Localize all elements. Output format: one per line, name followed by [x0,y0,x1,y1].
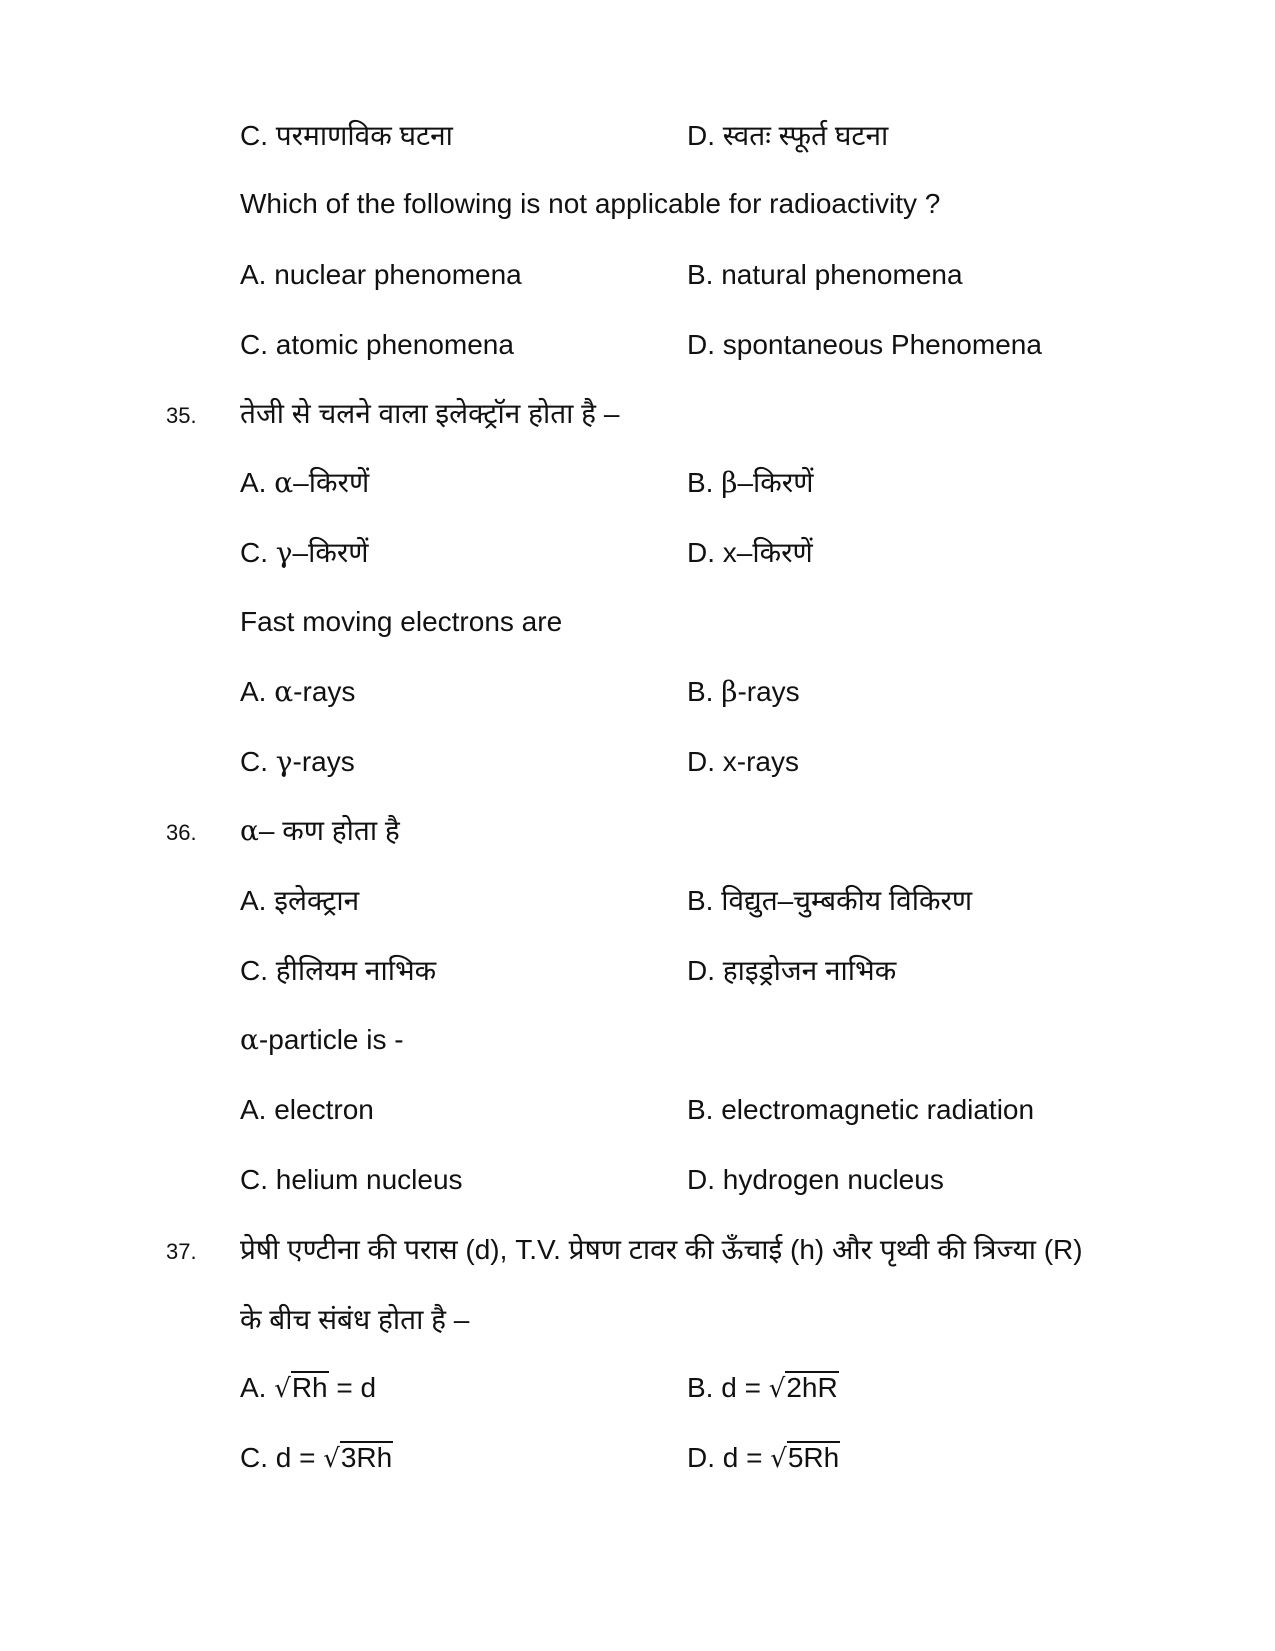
q37-option-b [687,1370,839,1407]
q35-en-option-b [687,674,800,710]
q36-hi-option-a: A. इलेक्ट्रान [240,885,360,916]
radicand: Rh [291,1372,328,1403]
option-label: B. [687,467,714,498]
q35-en-option-c [240,744,355,780]
option-label: B. [687,1372,714,1403]
q36-hi-question [240,813,400,849]
option-label: C. [240,537,268,568]
q36-en-question [240,1022,404,1058]
option-text: -rays [293,676,356,707]
q36-hi-option-c: C. हीलियम नाभिक [240,955,437,986]
option-label: B. [687,676,714,707]
square-root-expression [323,1440,393,1477]
q34-en-question: Which of the following is not applicable for radioactivity ? [240,188,941,219]
q37-option-d [687,1440,840,1477]
expression-tail: = d [328,1372,377,1403]
q37-option-c [240,1440,393,1477]
q34-hi-option-d: D. स्वतः स्फूर्त घटना [687,120,889,151]
option-label: D. [687,537,715,568]
q34-en-option-d: D. spontaneous Phenomena [687,329,1042,360]
q37-option-a [240,1370,376,1407]
q34-en-option-c: C. atomic phenomena [240,329,514,360]
question-number-35: 35. [166,403,197,428]
q35-hi-question: तेजी से चलने वाला इलेक्ट्रॉन होता है – [240,398,620,429]
q35-en-option-d: D. x-rays [687,746,799,777]
option-text: -rays [737,676,800,707]
alpha-symbol: α [240,1023,259,1056]
radicand: 5Rh [787,1442,840,1473]
sqrt-symbol: √ [274,1374,291,1404]
square-root-expression [274,1370,328,1407]
question-text: -particle is - [258,1024,404,1055]
q35-en-question: Fast moving electrons are [240,606,563,637]
radicand: 3Rh [340,1442,393,1473]
q37-hi-question-line1: प्रेषी एण्टीना की परास (d), T.V. प्रेषण टावर की ऊँचाई (h) और पृथ्वी की त्रिज्या (R) [240,1234,1083,1265]
option-text: –किरणें [293,467,370,498]
gamma-symbol: γ [275,536,293,569]
q36-hi-option-b: B. विद्युत–चुम्बकीय विकिरण [687,885,973,916]
q37-hi-question-line2: के बीच संबंध होता है – [240,1304,470,1335]
q36-en-option-c: C. helium nucleus [240,1164,463,1195]
q34-en-option-a: A. nuclear phenomena [240,259,522,290]
question-number-36: 36. [166,820,197,845]
expression-head: d = [275,1442,324,1473]
q34-hi-option-c: C. परमाणविक घटना [240,120,453,151]
q35-en-option-a [240,674,355,710]
q36-en-option-b: B. electromagnetic radiation [687,1094,1035,1125]
option-text: -rays [292,746,355,777]
alpha-symbol: α [274,675,294,708]
option-text: –किरणें [292,537,369,568]
option-label: C. [240,1442,268,1473]
q35-hi-option-c [240,535,369,571]
q35-hi-option-d [687,535,813,571]
option-label: C. [240,746,268,777]
square-root-expression [770,1440,840,1477]
option-label: A. [240,467,267,498]
beta-symbol: β [721,466,738,499]
alpha-symbol: α [240,814,259,847]
option-label: A. [240,676,267,707]
radicand: 2hR [786,1372,838,1403]
sqrt-symbol: √ [323,1444,340,1474]
question-text: – कण होता है [258,815,400,846]
option-label: A. [240,1372,267,1403]
q36-en-option-a: A. electron [240,1094,374,1125]
option-text: x–किरणें [722,537,813,568]
sqrt-symbol: √ [768,1374,786,1404]
q36-hi-option-d: D. हाइड्रोजन नाभिक [687,955,897,986]
q35-hi-option-b [687,465,813,501]
option-text: –किरणें [737,467,814,498]
square-root-expression [769,1370,839,1407]
beta-symbol: β [721,675,738,708]
expression-head: d = [721,1372,769,1403]
alpha-symbol: α [274,466,294,499]
q36-en-option-d: D. hydrogen nucleus [687,1164,944,1195]
gamma-symbol: γ [275,745,293,778]
q35-hi-option-a [240,465,369,501]
expression-head: d = [722,1442,771,1473]
sqrt-symbol: √ [770,1444,787,1474]
question-number-37: 37. [166,1239,197,1264]
option-label: D. [687,1442,715,1473]
q34-en-option-b: B. natural phenomena [687,259,963,290]
